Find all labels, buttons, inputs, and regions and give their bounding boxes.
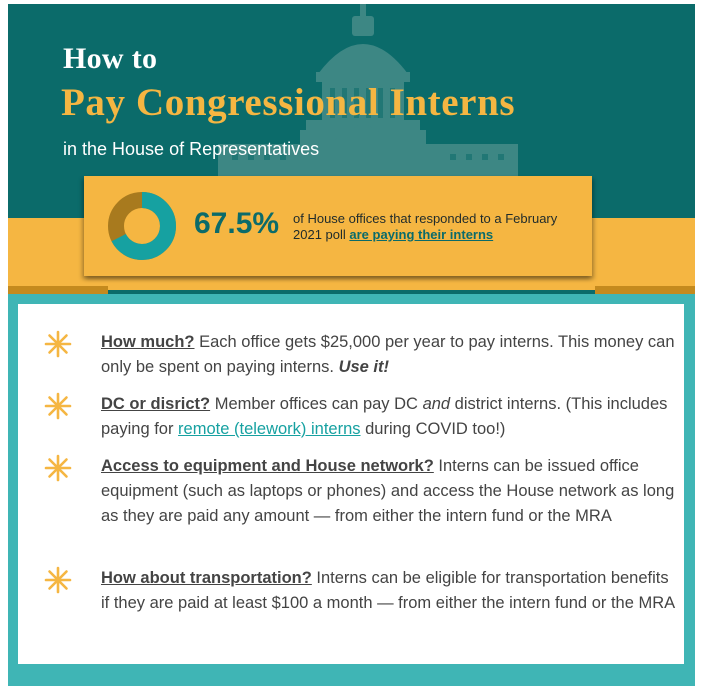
item-emphasis: Use it!	[338, 358, 390, 376]
info-panel	[18, 304, 684, 664]
item-body: Interns can be eligible for transportation benefits if they are paid at least $100 a month — from either the intern fund or the MRA	[101, 569, 676, 612]
paying-interns-link[interactable]: are paying their interns	[349, 227, 494, 242]
item-body: Each office gets $25,000 per year to pay interns. This money can only be spent on paying interns.	[101, 333, 675, 376]
title-line-2: Pay Congressional Interns	[61, 81, 516, 124]
item-text	[101, 454, 681, 529]
item-body: district interns. (This includes paying for	[101, 395, 668, 438]
item-question: DC or disrict?	[101, 395, 211, 413]
ribbon-fold-left	[8, 286, 108, 294]
item-question: How much?	[101, 333, 195, 351]
sparkle-star-icon	[44, 566, 72, 594]
item-text	[101, 566, 681, 616]
item-question: Access to equipment and House network?	[101, 457, 434, 475]
item-italic: and	[422, 395, 451, 413]
item-body: during COVID too!)	[360, 420, 506, 438]
title-line-1: How to	[63, 42, 158, 75]
item-body: Interns can be issued office equipment (such as laptops or phones) and access the House network as long as they are paid any amount — from either the intern fund or the MRA	[101, 457, 675, 525]
ribbon-fold-right	[595, 286, 695, 294]
item-text	[101, 330, 681, 380]
sparkle-star-icon	[44, 454, 72, 482]
item-question: How about transportation?	[101, 569, 312, 587]
donut-chart-icon	[106, 190, 178, 262]
sparkle-star-icon	[44, 392, 72, 420]
stat-description-text: of House offices that responded to a February 2021 poll	[293, 211, 558, 242]
remote-interns-link[interactable]: remote (telework) interns	[178, 420, 361, 438]
stat-description	[293, 211, 583, 243]
sparkle-star-icon	[44, 330, 72, 358]
item-text	[101, 392, 681, 442]
subtitle: in the House of Representatives	[63, 139, 320, 159]
item-body: Member offices can pay DC	[210, 395, 423, 413]
stat-card	[84, 176, 592, 276]
stat-percentage: 67.5%	[194, 207, 280, 240]
